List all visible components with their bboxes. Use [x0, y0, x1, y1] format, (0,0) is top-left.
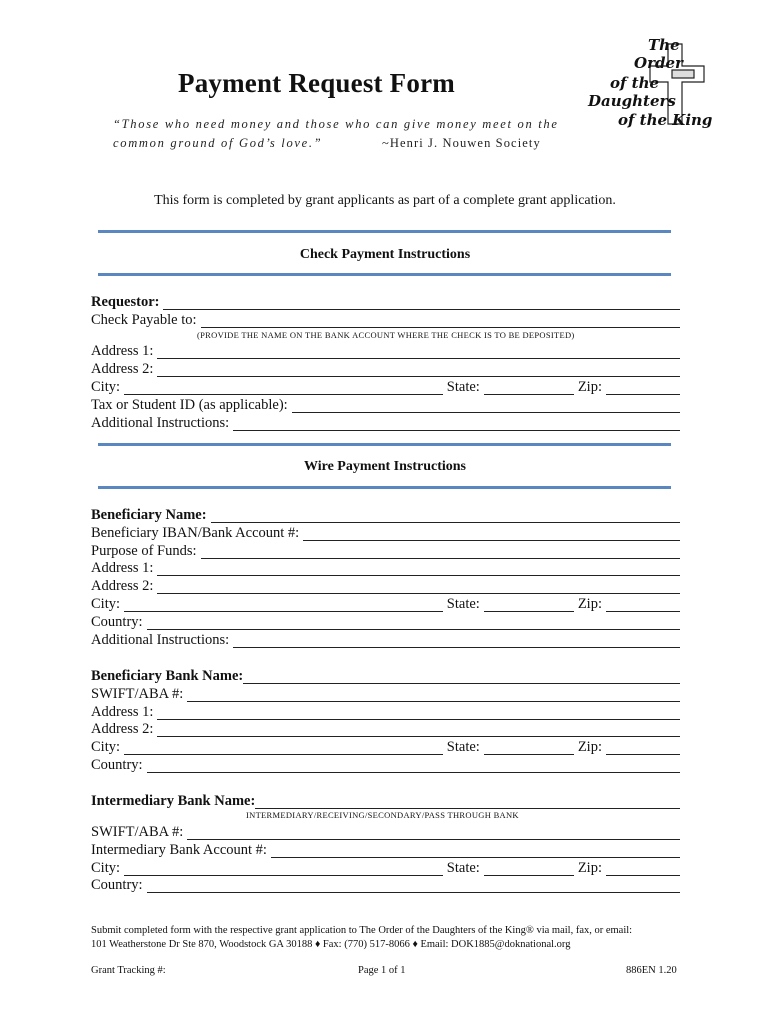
intermediary-name-label: Intermediary Bank Name:	[91, 793, 256, 809]
intermediary-hint: INTERMEDIARY/RECEIVING/SECONDARY/PASS THROUGH BANK	[246, 810, 519, 820]
logo-text-the: The	[648, 36, 680, 54]
divider-bar	[98, 486, 671, 489]
beneficiary-account-field[interactable]	[91, 523, 680, 541]
swift-label: SWIFT/ABA #:	[91, 686, 184, 702]
address1-line[interactable]	[157, 705, 680, 720]
address2-line[interactable]	[157, 579, 680, 594]
address1-line[interactable]	[157, 344, 680, 359]
intermediary-swift-field[interactable]	[91, 822, 680, 840]
address1-line[interactable]	[157, 561, 680, 576]
divider-bar	[98, 230, 671, 233]
state-label: State:	[446, 739, 480, 755]
check-address2-field[interactable]	[91, 359, 680, 377]
wire-address2-field[interactable]	[91, 576, 680, 594]
swift-label: SWIFT/ABA #:	[91, 824, 184, 840]
beneficiary-name-line[interactable]	[211, 508, 680, 523]
check-address1-field[interactable]	[91, 341, 680, 359]
contact-info: 101 Weatherstone Dr Ste 870, Woodstock GA 30188 ♦ Fax: (770) 517-8066 ♦ Email: DOK1885@doknational.org	[91, 939, 571, 950]
bank-address2-field[interactable]	[91, 719, 680, 737]
bank-name-field[interactable]	[91, 666, 680, 684]
address1-label: Address 1:	[91, 704, 154, 720]
check-payable-field[interactable]	[91, 310, 680, 328]
city-label: City:	[91, 739, 121, 755]
logo-text-of-the: of the	[610, 74, 660, 92]
city-line[interactable]	[124, 380, 443, 395]
zip-label: Zip:	[577, 379, 602, 395]
swift-line[interactable]	[187, 825, 680, 840]
intro-text: This form is completed by grant applicants as part of a complete grant application.	[154, 193, 616, 208]
zip-line[interactable]	[606, 740, 680, 755]
wire-country-field[interactable]	[91, 612, 680, 630]
beneficiary-account-label: Beneficiary IBAN/Bank Account #:	[91, 525, 300, 541]
tax-id-label: Tax or Student ID (as applicable):	[91, 397, 288, 413]
quote-line-1: “Those who need money and those who can give money meet on the	[113, 117, 559, 131]
check-city-state-zip[interactable]	[91, 377, 680, 395]
purpose-field[interactable]	[91, 541, 680, 559]
wire-address1-field[interactable]	[91, 558, 680, 576]
state-line[interactable]	[484, 861, 574, 876]
requestor-line[interactable]	[163, 295, 680, 310]
submit-instructions: Submit completed form with the respective grant application to The Order of the Daughters of the King® via mail, fax, or email:	[91, 925, 633, 936]
country-label: Country:	[91, 877, 143, 893]
quote-line-2: common ground of God’s love.”	[113, 136, 323, 150]
requestor-label: Requestor:	[91, 294, 160, 310]
city-line[interactable]	[124, 597, 443, 612]
address1-label: Address 1:	[91, 560, 154, 576]
wire-additional-field[interactable]	[91, 630, 680, 648]
city-line[interactable]	[124, 861, 443, 876]
address2-line[interactable]	[157, 722, 680, 737]
city-label: City:	[91, 860, 121, 876]
divider-bar	[98, 443, 671, 446]
page-title: Payment Request Form	[178, 68, 455, 98]
purpose-label: Purpose of Funds:	[91, 543, 197, 559]
additional-line[interactable]	[233, 416, 680, 431]
city-label: City:	[91, 379, 121, 395]
additional-line[interactable]	[233, 633, 680, 648]
state-line[interactable]	[484, 380, 574, 395]
country-line[interactable]	[147, 615, 680, 630]
zip-label: Zip:	[577, 860, 602, 876]
additional-label: Additional Instructions:	[91, 632, 230, 648]
zip-label: Zip:	[577, 596, 602, 612]
address2-label: Address 2:	[91, 361, 154, 377]
bank-city-state-zip[interactable]	[91, 737, 680, 755]
address2-line[interactable]	[157, 362, 680, 377]
intermediary-city-state-zip[interactable]	[91, 858, 680, 876]
state-label: State:	[446, 379, 480, 395]
beneficiary-name-field[interactable]	[91, 505, 680, 523]
intermediary-name-line[interactable]	[255, 794, 680, 809]
beneficiary-account-line[interactable]	[303, 526, 680, 541]
intermediary-name-field[interactable]	[91, 791, 680, 809]
bank-name-line[interactable]	[243, 669, 680, 684]
divider-bar	[98, 273, 671, 276]
intermediary-account-field[interactable]	[91, 840, 680, 858]
swift-line[interactable]	[187, 687, 680, 702]
zip-line[interactable]	[606, 380, 680, 395]
state-label: State:	[446, 596, 480, 612]
logo-text-of-the-king: of the King	[618, 111, 713, 129]
additional-label: Additional Instructions:	[91, 415, 230, 431]
wire-section-heading: Wire Payment Instructions	[303, 459, 467, 474]
country-label: Country:	[91, 614, 143, 630]
bank-address1-field[interactable]	[91, 702, 680, 720]
address1-label: Address 1:	[91, 343, 154, 359]
check-payable-line[interactable]	[201, 313, 680, 328]
country-line[interactable]	[147, 758, 680, 773]
tax-id-field[interactable]	[91, 395, 680, 413]
grant-tracking-label: Grant Tracking #:	[91, 965, 166, 976]
beneficiary-name-label: Beneficiary Name:	[91, 507, 207, 523]
intermediary-account-label: Intermediary Bank Account #:	[91, 842, 267, 858]
country-line[interactable]	[147, 878, 680, 893]
bank-name-label: Beneficiary Bank Name:	[91, 668, 244, 684]
intermediary-account-line[interactable]	[271, 843, 680, 858]
check-payable-hint: (PROVIDE THE NAME ON THE BANK ACCOUNT WHERE THE CHECK IS TO BE DEPOSITED)	[197, 330, 575, 340]
tax-id-line[interactable]	[292, 398, 680, 413]
country-label: Country:	[91, 757, 143, 773]
intermediary-country-field[interactable]	[91, 875, 680, 893]
address2-label: Address 2:	[91, 578, 154, 594]
requestor-field[interactable]	[91, 292, 680, 310]
zip-line[interactable]	[606, 861, 680, 876]
zip-label: Zip:	[577, 739, 602, 755]
check-section-heading: Check Payment Instructions	[299, 247, 471, 262]
check-payable-label: Check Payable to:	[91, 312, 197, 328]
state-label: State:	[446, 860, 480, 876]
logo-text-order: Order	[634, 54, 683, 72]
page-number: Page 1 of 1	[358, 965, 406, 976]
city-line[interactable]	[124, 740, 443, 755]
wire-city-state-zip[interactable]	[91, 594, 680, 612]
form-code: 886EN 1.20	[626, 965, 677, 976]
purpose-line[interactable]	[201, 544, 680, 559]
bank-swift-field[interactable]	[91, 684, 680, 702]
logo-text-daughters: Daughters	[588, 92, 676, 110]
zip-line[interactable]	[606, 597, 680, 612]
order-logo	[588, 36, 730, 132]
check-additional-field[interactable]	[91, 413, 680, 431]
address2-label: Address 2:	[91, 721, 154, 737]
quote-attribution: ~Henri J. Nouwen Society	[382, 136, 541, 150]
city-label: City:	[91, 596, 121, 612]
bank-country-field[interactable]	[91, 755, 680, 773]
state-line[interactable]	[484, 740, 574, 755]
state-line[interactable]	[484, 597, 574, 612]
